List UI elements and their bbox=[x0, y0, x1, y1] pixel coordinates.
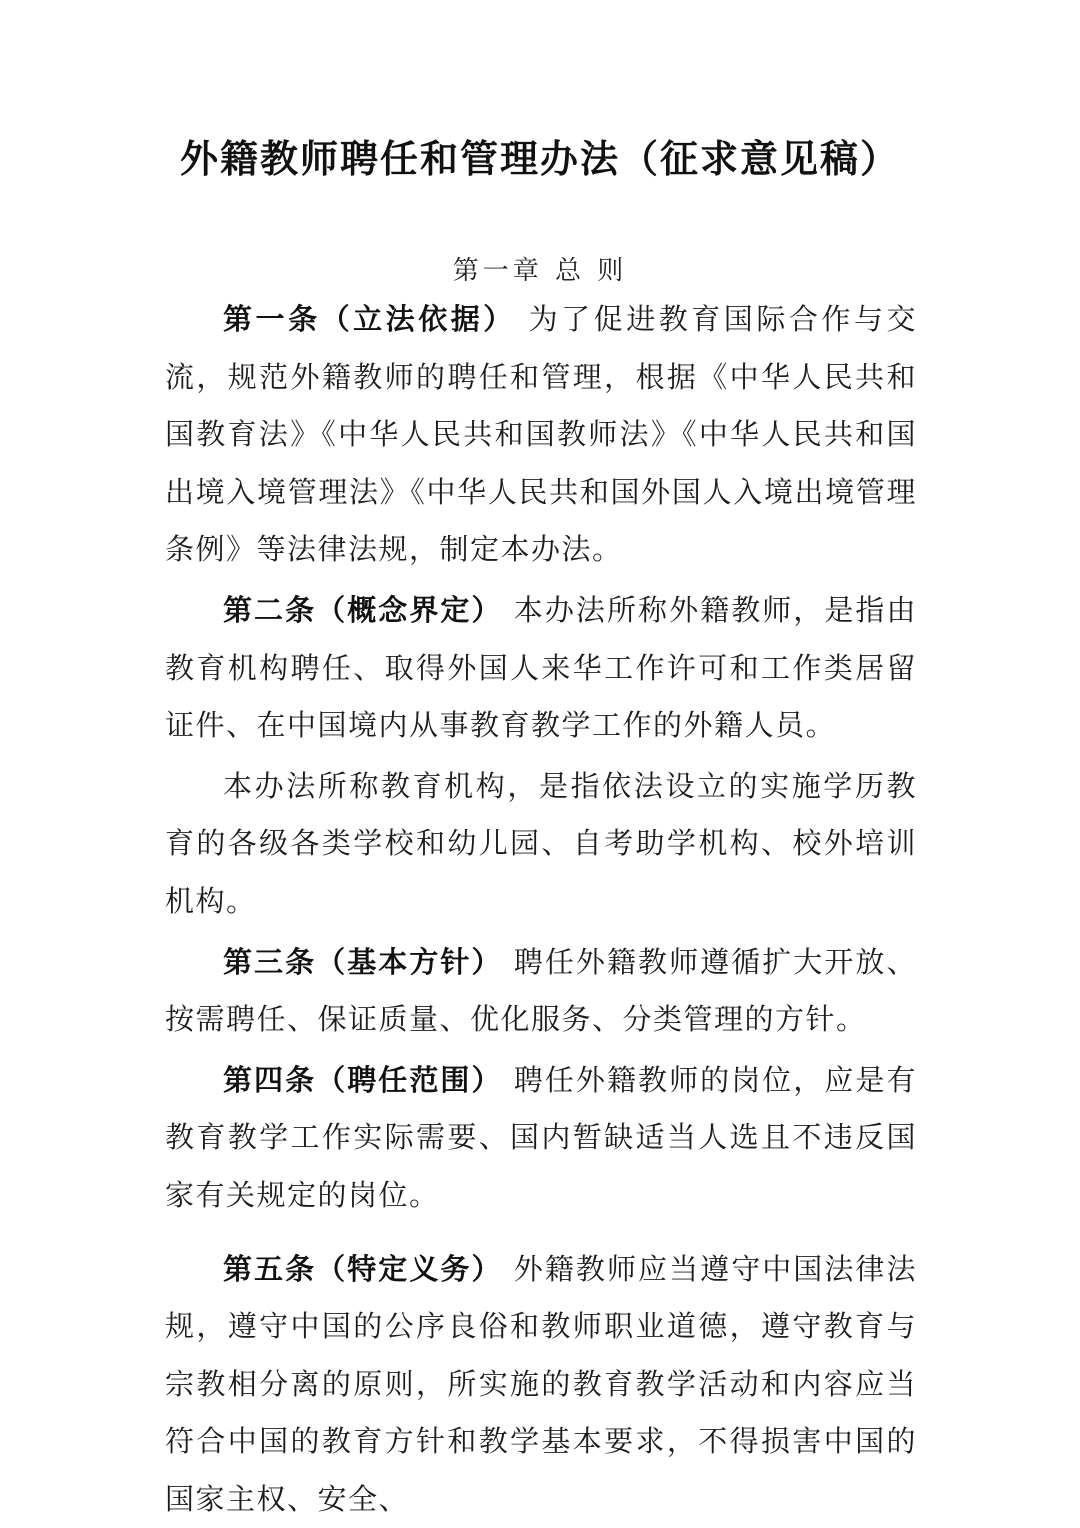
article-1 bbox=[165, 291, 917, 579]
article-heading: 第三条（基本方针） bbox=[223, 945, 503, 979]
article-4 bbox=[165, 1052, 917, 1225]
article-2 bbox=[165, 582, 917, 755]
article-2-paragraph-2 bbox=[165, 758, 917, 931]
article-heading: 第一条（立法依据） bbox=[223, 302, 516, 336]
article-heading: 第五条（特定义务） bbox=[223, 1252, 503, 1286]
chapter-heading: 第一章 总 则 bbox=[0, 250, 1080, 287]
article-heading: 第四条（聘任范围） bbox=[223, 1063, 503, 1097]
article-5 bbox=[165, 1241, 917, 1528]
article-text: 聘任外籍教师的岗位，应是有教育教学工作实际需要、国内暂缺适当人选且不违反国家有关规定的岗位。 bbox=[165, 1063, 917, 1212]
article-heading: 第二条（概念界定） bbox=[223, 593, 503, 627]
article-text: 聘任外籍教师遵循扩大开放、按需聘任、保证质量、优化服务、分类管理的方针。 bbox=[165, 945, 917, 1037]
article-text: 本办法所称外籍教师，是指由教育机构聘任、取得外国人来华工作许可和工作类居留证件、在中国境内从事教育教学工作的外籍人员。 bbox=[165, 593, 917, 742]
article-3 bbox=[165, 934, 917, 1049]
document-title: 外籍教师聘任和管理办法（征求意见稿） bbox=[0, 128, 1080, 183]
article-text: 本办法所称教育机构，是指依法设立的实施学历教育的各级各类学校和幼儿园、自考助学机构、校外培训机构。 bbox=[165, 769, 917, 918]
article-text: 为了促进教育国际合作与交流，规范外籍教师的聘任和管理，根据《中华人民共和国教育法》《中华人民共和国教师法》《中华人民共和国出境入境管理法》《中华人民共和国外国人入境出境管理条例》等法律法规，制定本办法。 bbox=[165, 302, 917, 566]
document-body bbox=[165, 291, 917, 1528]
article-text: 外籍教师应当遵守中国法律法规，遵守中国的公序良俗和教师职业道德，遵守教育与宗教相分离的原则，所实施的教育教学活动和内容应当符合中国的教育方针和教学基本要求，不得损害中国的国家主权、安全、 bbox=[165, 1252, 917, 1516]
